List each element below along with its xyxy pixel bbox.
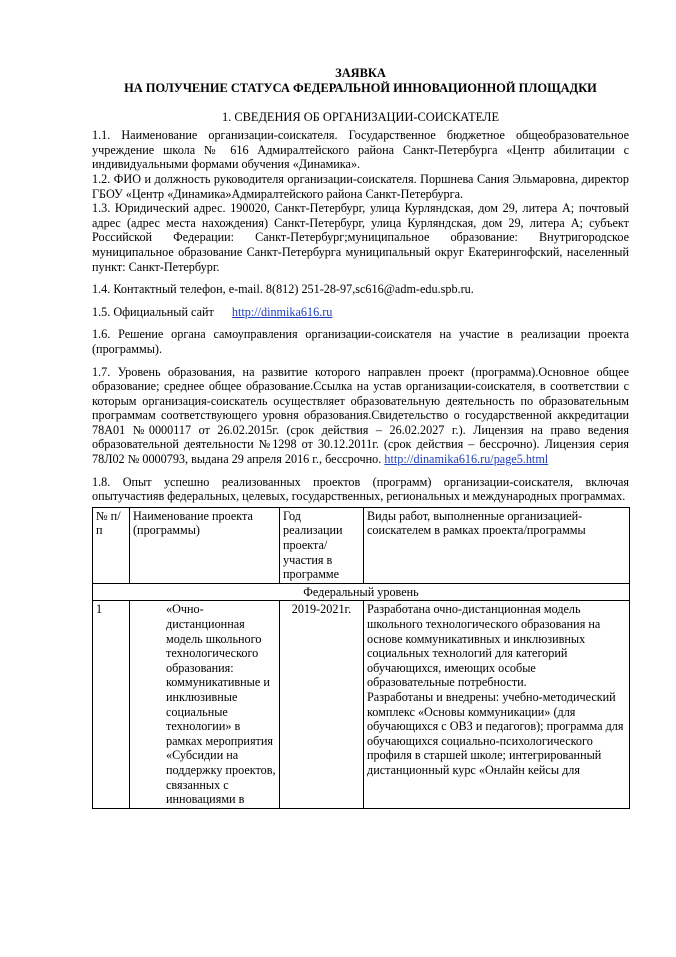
row-works-p1: Разработана очно-дистанционная модель школьного технологического образования на основе коммуникативных и инклюзивных социальных технологий для категорий обучающихся, имеющих особые образовательные потребности. [367, 602, 601, 690]
paragraph-1-3: 1.3. Юридический адрес. 190020, Санкт-Петербург, улица Курляндская, дом 29, литера А; почтовый адрес (адрес места нахождения) Санкт-Петербург, улица Курляндская, дом 29, литера А; субъект Российской Федерации: Санкт-Петербург;муниципальное образование: Внутригородское муниципальное образование Санкт-Петербурга муниципальный округ Екатерингофский, населенный пункт: Санкт-Петербург. [92, 201, 629, 274]
header-year: Год реализации проекта/участия в программе [280, 507, 364, 583]
license-link[interactable]: http://dinamika616.ru/page5.html [384, 452, 549, 467]
paragraph-1-4: 1.4. Контактный телефон, e-mail. 8(812) 251-28-97,sc616@adm-edu.spb.ru. [92, 282, 474, 297]
paragraph-1-1: 1.1. Наименование организации-соискателя. Государственное бюджетное общеобразовательное учреждение школа № 616 Адмиралтейского района Санкт-Петербурга «Центр абилитации с индивидуальными формами обучения «Динамика». [92, 128, 629, 172]
paragraph-1-6: 1.6. Решение органа самоуправления организации-соискателя на участие в реализации проекта (программы). [92, 327, 629, 356]
title-line-1: ЗАЯВКА [335, 66, 386, 80]
row-year: 2019-2021г. [280, 601, 364, 808]
row-works-p2: Разработаны и внедрены: учебно-методический комплекс «Основы коммуникации» (для обучающихся с ОВЗ и педагогов); программа для обучающихся социально-психологического профиля в старшей школе; интегрированный дистанционный курс «Онлайн кейсы для [367, 689, 624, 777]
header-name: Наименование проекта (программы) [130, 507, 280, 583]
paragraph-1-5 [92, 305, 629, 320]
table-row [93, 601, 630, 808]
level-label: Федеральный уровень [93, 583, 630, 601]
projects-table [92, 507, 630, 809]
table-header-row [93, 507, 630, 583]
section-heading: 1. СВЕДЕНИЯ ОБ ОРГАНИЗАЦИИ-СОИСКАТЕЛЕ [221, 109, 500, 124]
document-page [92, 66, 629, 809]
header-num: № п/п [93, 507, 130, 583]
row-works [364, 601, 630, 808]
row-num: 1 [93, 601, 130, 808]
row-project-name: «Очно-дистанционная модель школьного технологического образования: коммуникативные и инклюзивные социальные технологии» в рамках мероприятия «Субсидии на поддержку проектов, связанных с инновациями в [130, 601, 280, 808]
website-label: 1.5. Официальный сайт [92, 304, 214, 319]
website-link[interactable]: http://dinmika616.ru [231, 304, 333, 319]
header-works: Виды работ, выполненные организацией-соискателем в рамках проекта/программы [364, 507, 630, 583]
paragraph-1-2: 1.2. ФИО и должность руководителя организации-соискателя. Поршнева Сания Эльмаровна, директор ГБОУ «Центр «Динамика»Адмиралтейского района Санкт-Петербурга. [92, 171, 629, 201]
paragraph-1-7 [92, 365, 629, 467]
title-line-2: НА ПОЛУЧЕНИЕ СТАТУСА ФЕДЕРАЛЬНОЙ ИННОВАЦИОННОЙ ПЛОЩАДКИ [124, 80, 597, 95]
paragraph-1-7-text: 1.7. Уровень образования, на развитие которого направлен проект (программа).Основное общее образование; среднее общее образование.Ссылка на устав организации-соискателя, в соответствии с которым организация-соискатель осуществляет образовательную деятельность по образовательным программам соответствующего уровня образования.Свидетельство о государственной аккредитации 78А01 №0000117 от 26.02.2015г. (срок действия – 26.02.2027 г.). Лицензия на право ведения образовательной деятельности №1298 от 30.12.2011г. (срок действия – бессрочно). Лицензия серия 78Л02 № 0000793, выдана 29 апреля 2016 г., бессрочно. [92, 364, 629, 467]
level-row [93, 583, 630, 601]
paragraph-1-8: 1.8. Опыт успешно реализованных проектов (программ) организации-соискателя, включая опытучастияв федеральных, целевых, государственных, региональных и международных программах. [92, 474, 629, 504]
document-title [92, 66, 629, 96]
